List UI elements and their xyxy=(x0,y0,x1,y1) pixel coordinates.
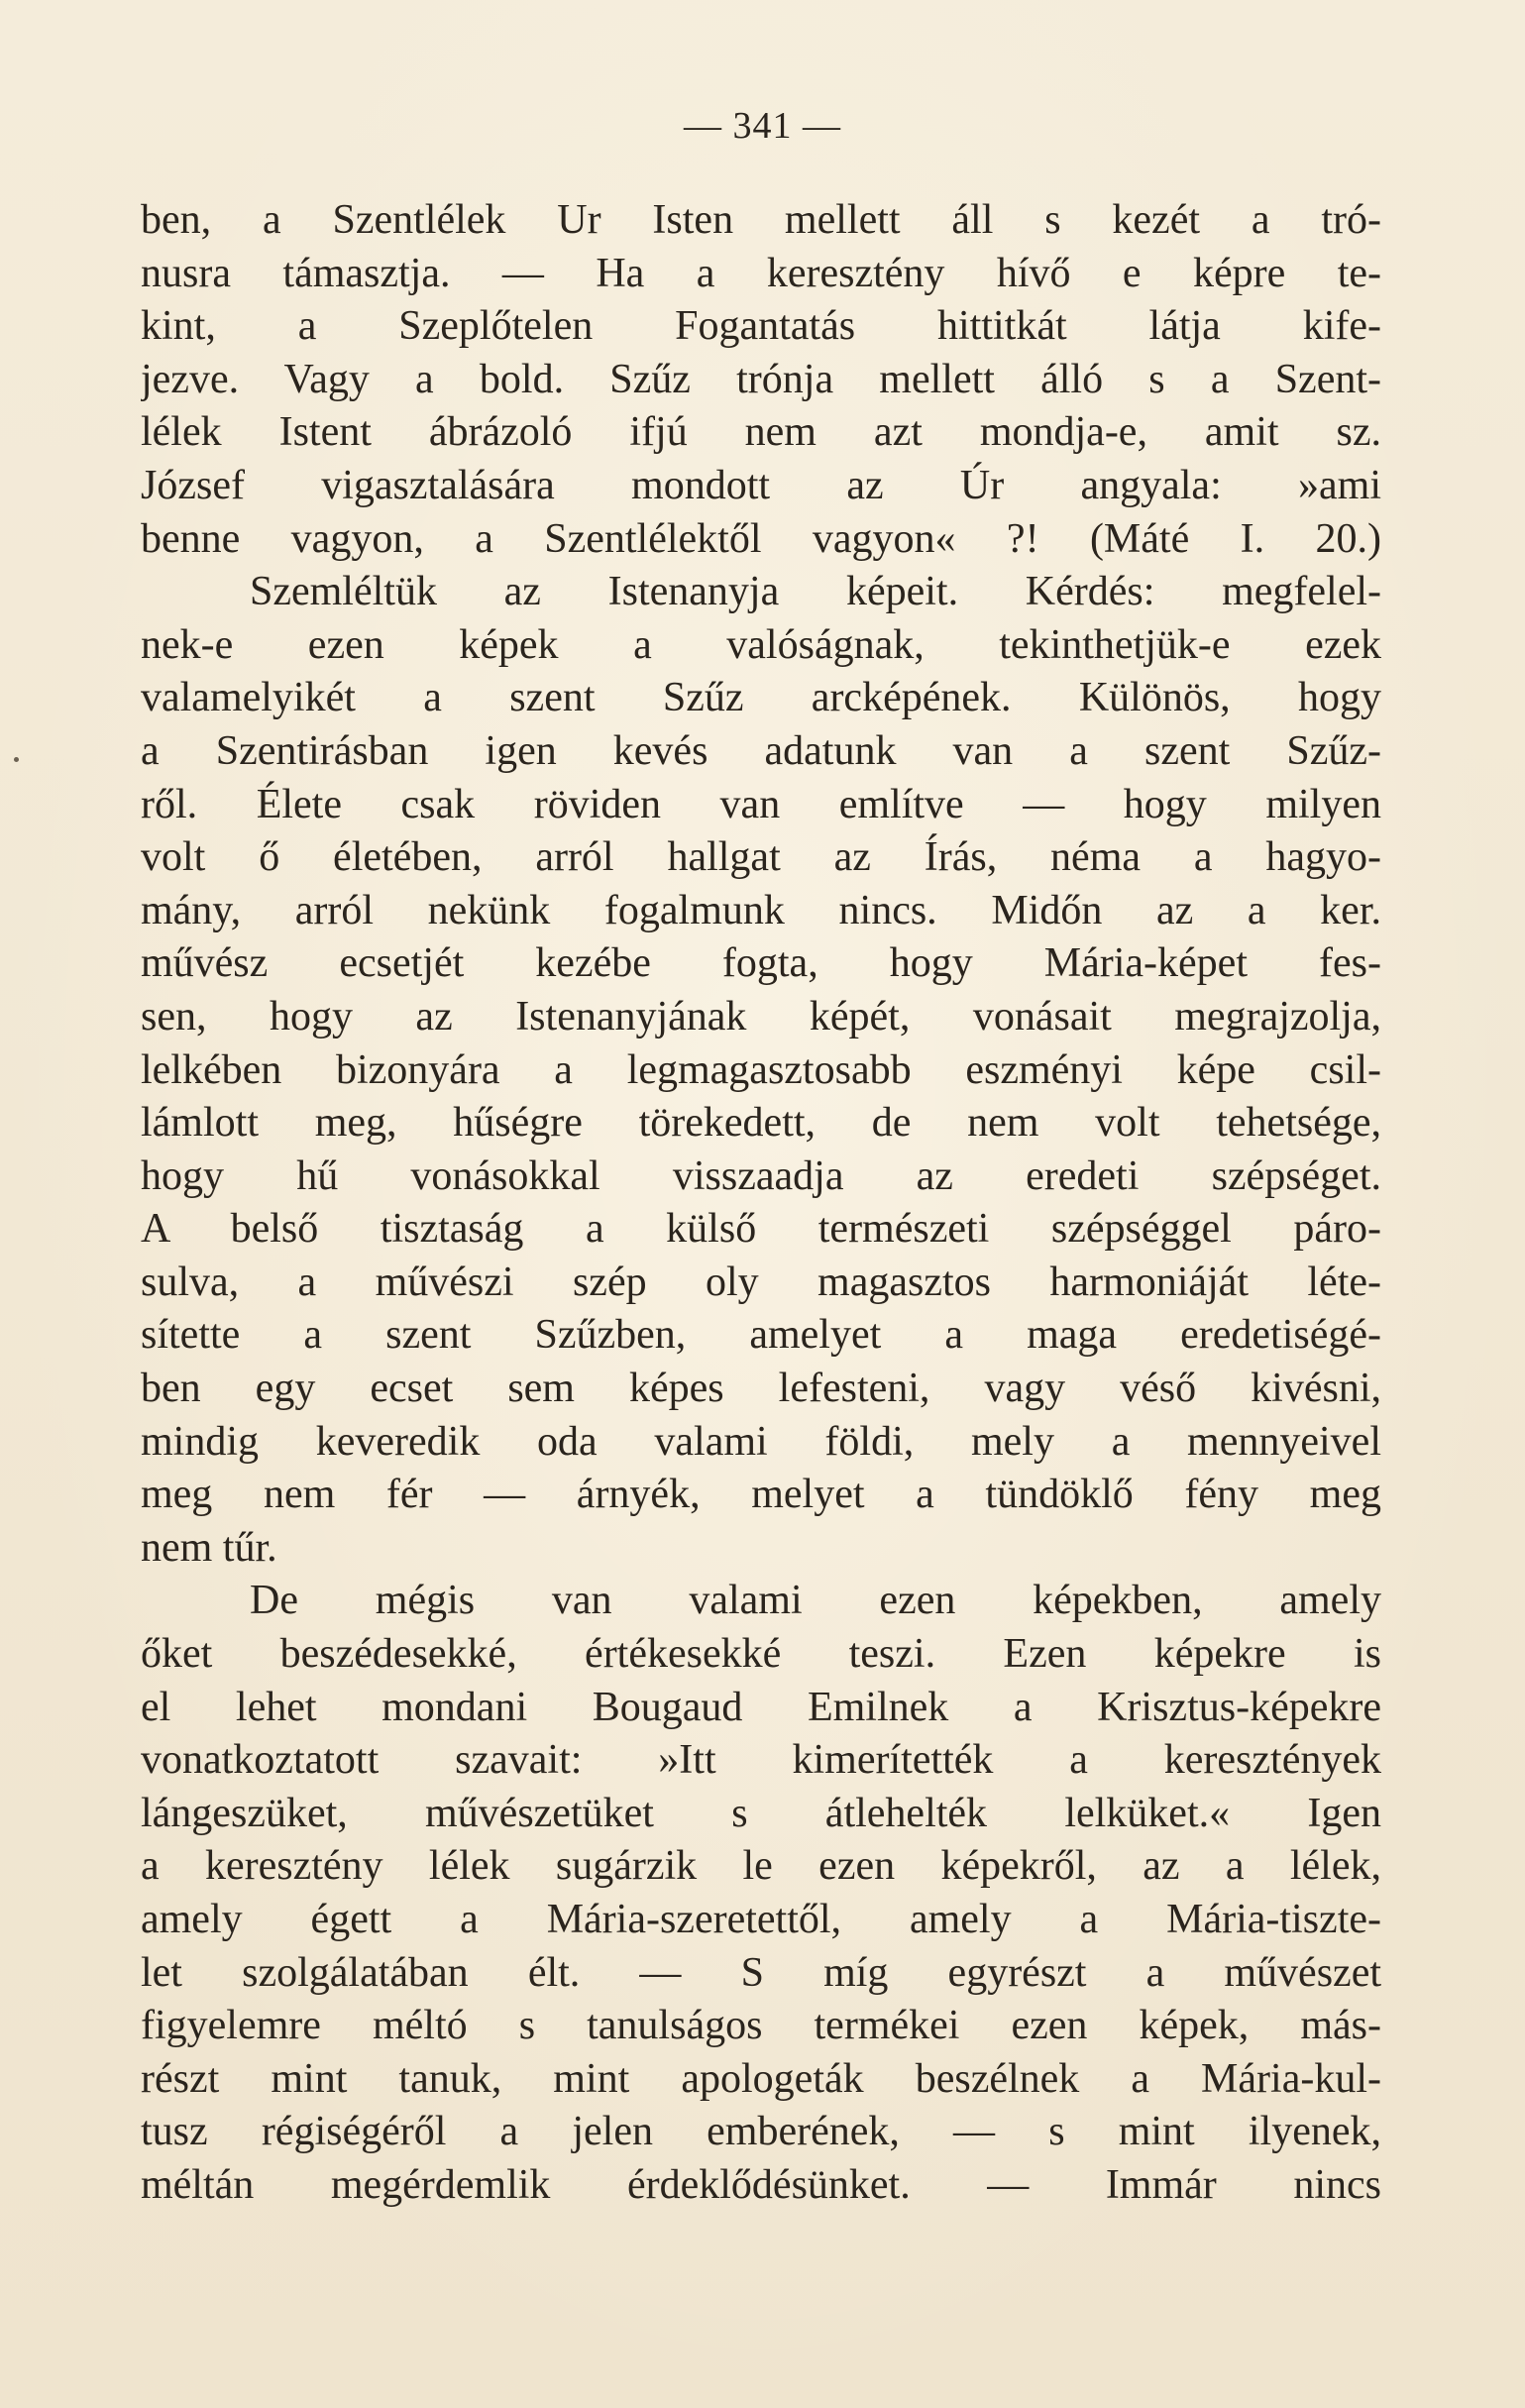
text-line: lángeszüket, művészetüket s átlehelték lelküket.« Igen xyxy=(141,1790,1381,1836)
text-line: lélek Istent ábrázoló ifjú nem azt mondja-e, amit sz. xyxy=(141,409,1381,456)
text-line: volt ő életében, arról hallgat az Írás, néma a hagyo- xyxy=(141,834,1381,881)
text-line: A belső tisztaság a külső természeti szépséggel páro- xyxy=(141,1206,1381,1253)
text-line: nem tűr. xyxy=(141,1524,277,1571)
text-line: figyelemre méltó s tanulságos termékei ezen képek, más- xyxy=(141,2003,1381,2049)
text-line: a keresztény lélek sugárzik le ezen képekről, az a lélek, xyxy=(141,1843,1381,1890)
text-line: amely égett a Mária-szeretettől, amely a Mária-tiszte- xyxy=(141,1897,1381,1942)
text-line: ről. Élete csak röviden van említve — hogy milyen xyxy=(141,781,1381,827)
margin-mark xyxy=(14,757,19,762)
text-line: a Szentirásban igen kevés adatunk van a szent Szűz- xyxy=(141,727,1381,774)
text-line: sítette a szent Szűzben, amelyet a maga eredetiségé- xyxy=(141,1312,1381,1359)
text-line: tusz régiségéről a jelen emberének, — s mint ilyenek, xyxy=(141,2109,1381,2155)
text-line: valamelyikét a szent Szűz arcképének. Különös, hogy xyxy=(141,675,1381,721)
text-line: ben, a Szentlélek Ur Isten mellett áll s kezét a tró- xyxy=(141,197,1381,243)
text-line: nek-e ezen képek a valóságnak, tekinthetjük-e ezek xyxy=(141,621,1381,668)
text-line: kint, a Szeplőtelen Fogantatás hittitkát látja kife- xyxy=(141,303,1381,350)
text-line: ben egy ecset sem képes lefesteni, vagy véső kivésni, xyxy=(141,1366,1381,1412)
text-line: őket beszédesekké, értékesekké teszi. Ezen képekre is xyxy=(141,1631,1381,1678)
text-line: Szemléltük az Istenanyja képeit. Kérdés: megfelel- xyxy=(250,569,1381,615)
text-line: let szolgálatában élt. — S míg egyrészt a művészet xyxy=(141,1949,1381,1996)
text-line: lelkében bizonyára a legmagasztosabb eszményi képe csil- xyxy=(141,1046,1381,1093)
text-line: meg nem fér — árnyék, melyet a tündöklő fény meg xyxy=(141,1472,1381,1518)
page-number: — 341 — xyxy=(684,105,841,147)
text-line: mány, arról nekünk fogalmunk nincs. Midőn az a ker. xyxy=(141,887,1381,933)
text-line: részt mint tanuk, mint apologeták beszélnek a Mária-kul- xyxy=(141,2055,1381,2102)
body-text xyxy=(141,194,1381,2213)
text-line: hogy hű vonásokkal visszaadja az eredeti szépséget. xyxy=(141,1152,1381,1199)
text-line: De mégis van valami ezen képekben, amely xyxy=(250,1578,1381,1624)
text-line: lámlott meg, hűségre törekedett, de nem volt tehetsége, xyxy=(141,1100,1381,1147)
text-line: benne vagyon, a Szentlélektől vagyon« ?! (Máté I. 20.) xyxy=(141,515,1381,562)
text-line: művész ecsetjét kezébe fogta, hogy Mária-képet fes- xyxy=(141,940,1381,987)
text-line: mindig keveredik oda valami földi, mely a mennyeivel xyxy=(141,1418,1381,1465)
text-line: vonatkoztatott szavait: »Itt kimerítették a keresztények xyxy=(141,1737,1381,1784)
text-line: nusra támasztja. — Ha a keresztény hívő e képre te- xyxy=(141,250,1381,296)
text-line: el lehet mondani Bougaud Emilnek a Krisztus-képekre xyxy=(141,1684,1381,1730)
text-line: sulva, a művészi szép oly magasztos harmoniáját léte- xyxy=(141,1259,1381,1305)
text-line: méltán megérdemlik érdeklődésünket. — Immár nincs xyxy=(141,2161,1381,2208)
text-line: jezve. Vagy a bold. Szűz trónja mellett álló s a Szent- xyxy=(141,356,1381,402)
text-line: József vigasztalására mondott az Úr angyala: »ami xyxy=(141,462,1381,508)
text-line: sen, hogy az Istenanyjának képét, vonásait megrajzolja, xyxy=(141,993,1381,1040)
